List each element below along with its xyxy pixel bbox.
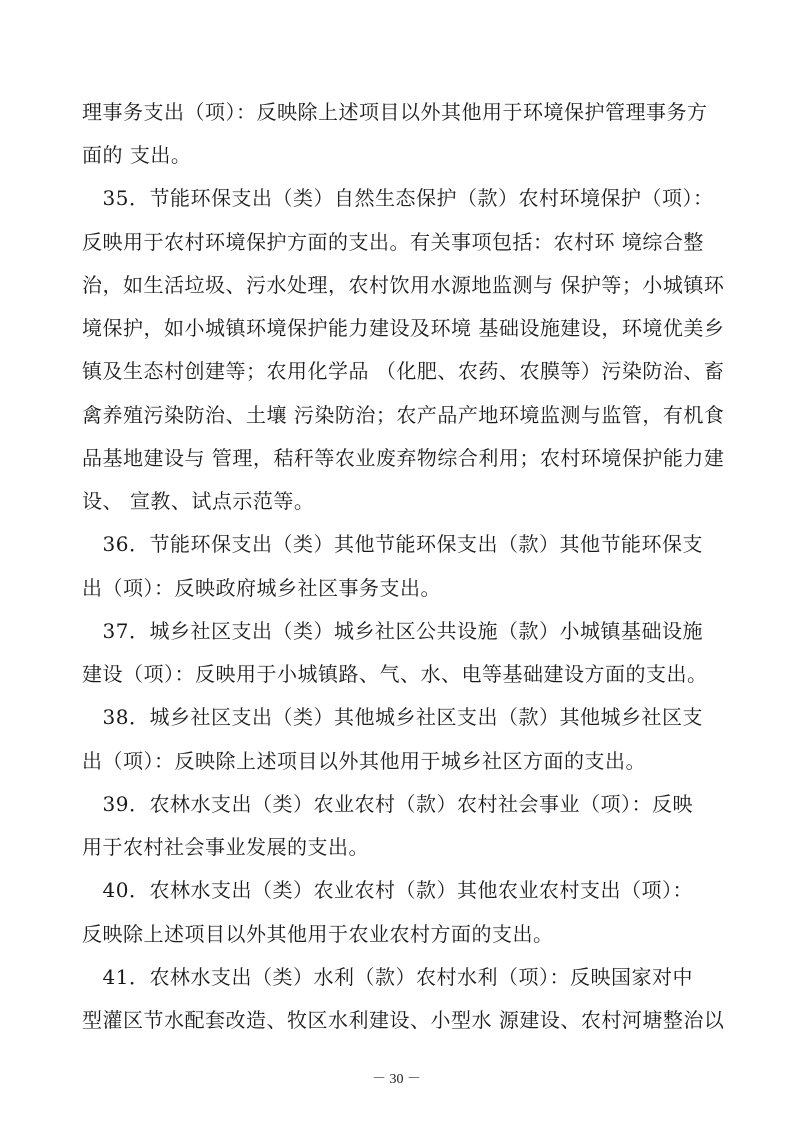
- text-line: 反映用于农村环境保护方面的支出。有关事项包括：农村环 境综合整: [82, 230, 704, 254]
- text-line: 理事务支出（项）：反映除上述项目以外其他用于环境保护管理事务方: [82, 100, 708, 124]
- text-line: 出（项）：反映政府城乡社区事务支出。: [82, 576, 441, 600]
- text-line: 40．农林水支出（类）农业农村（款）其他农业农村支出（项）：: [82, 878, 693, 902]
- text-line: 型灌区节水配套改造、牧区水利建设、小型水 源建设、农村河塘整治以: [82, 1008, 725, 1032]
- page-number: － 30 －: [372, 1072, 421, 1087]
- text-line: 面的 支出。: [82, 143, 192, 167]
- text-line: 品基地建设与 管理，秸秆等农业废弃物综合利用；农村环境保护能力建: [82, 446, 725, 470]
- text-line: 出（项）：反映除上述项目以外其他用于城乡社区方面的支出。: [82, 749, 646, 773]
- text-line: 反映除上述项目以外其他用于农业农村方面的支出。: [82, 922, 554, 946]
- text-line: 38．城乡社区支出（类）其他城乡社区支出（款）其他城乡社区支: [82, 705, 703, 729]
- text-line: 用于农村社会事业发展的支出。: [82, 835, 369, 859]
- text-line: 境保护，如小城镇环境保护能力建设及环境 基础设施建设，环境优美乡: [82, 316, 725, 340]
- text-line: 39．农林水支出（类）农业农村（款）农村社会事业（项）：反映: [82, 792, 693, 816]
- text-line: 37．城乡社区支出（类）城乡社区公共设施（款）小城镇基础设施: [82, 619, 703, 643]
- text-line: 41．农林水支出（类）水利（款）农村水利（项）：反映国家对中: [82, 965, 693, 989]
- text-line: 治，如生活垃圾、污水处理，农村饮用水源地监测与 保护等；小城镇环: [82, 273, 725, 297]
- text-line: 镇及生态村创建等；农用化学品 （化肥、农药、农膜等）污染防治、畜: [82, 359, 725, 383]
- text-line: 35．节能环保支出（类）自然生态保护（款）农村环境保护（项）：: [82, 186, 714, 210]
- document-page: [82, 0, 725, 1122]
- text-line: 建设（项）：反映用于小城镇路、气、水、电等基础建设方面的支出。: [82, 662, 708, 686]
- text-line: 禽养殖污染防治、土壤 污染防治；农产品产地环境监测与监管，有机食: [82, 403, 725, 427]
- text-line: 36．节能环保支出（类）其他节能环保支出（款）其他节能环保支: [82, 532, 703, 556]
- text-line: 设、 宣教、试点示范等。: [82, 489, 315, 513]
